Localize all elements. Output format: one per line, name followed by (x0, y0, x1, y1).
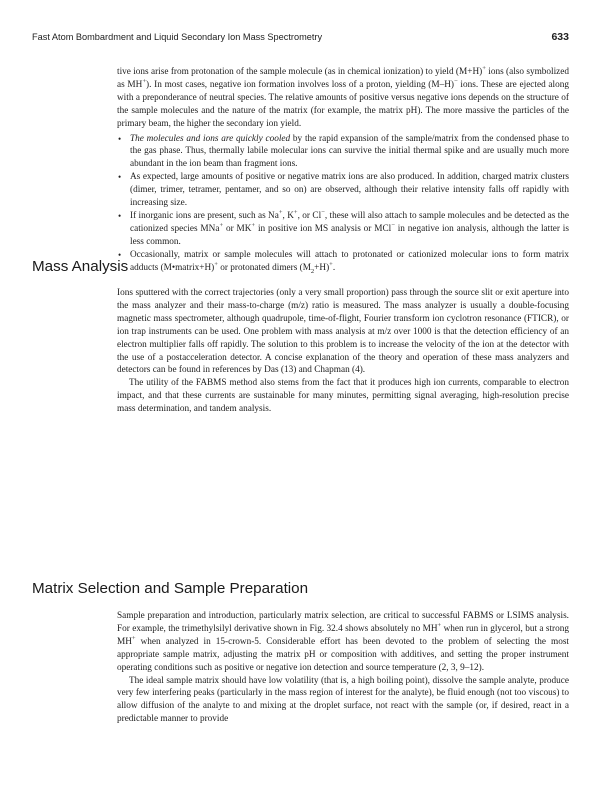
page-number: 633 (551, 31, 569, 43)
intro-paragraph: tive ions arise from protonation of the sample molecule (as in chemical ionization) to yield (M+H)+ ions (also symbolized as MH+). In most cases, negative ion formation involves loss of a proton, yielding (M–H)− ions. These are ejected along with a preponderance of neutral species. The relative amounts of positive versus negative ions depends on the structure of the sample molecules and the nature of the matrix (for example, the matrix pH). The more massive the particles of the primary beam, the higher the secondary ion yield. (117, 64, 569, 129)
list-item: • If inorganic ions are present, such as Na+, K+, or Cl−, these will also attach to sample molecules and be detected as the cationized species MNa+ or MK+ in positive ion MS analysis or MCl− in negative ion analysis, although the latter is less common. (118, 208, 570, 247)
mass-analysis-block (117, 287, 569, 416)
bullet-icon: • (118, 249, 122, 260)
bullet-icon: • (118, 133, 122, 144)
section-heading-matrix-selection: Matrix Selection and Sample Preparation (32, 580, 309, 597)
bullet-icon: • (118, 172, 122, 183)
running-title: Fast Atom Bombardment and Liquid Secondary Ion Mass Spectrometry (32, 32, 323, 42)
intro-block (117, 66, 569, 275)
mass-analysis-paragraph-2: The utility of the FABMS method also stems from the fact that it produces high ion currents, comparable to electron impact, and that these currents are sustainable for many minutes, permitting signal averaging, high-resolution precise mass determination, and tandem analysis. (117, 378, 569, 415)
section-heading-mass-analysis: Mass Analysis (32, 258, 129, 275)
bullet-icon: • (118, 210, 122, 221)
matrix-selection-paragraph-2: The ideal sample matrix should have low volatility (that is, a high boiling point), dissolve the sample analyte, produce very few interfering peaks (particularly in the mass region of interest for the analyte), be fluid enough (not too viscous) to allow diffusion of the analyte to and mixing at the droplet surface, not react with the sample (or, if desired, react in a predictable manner to provide (117, 675, 569, 725)
mass-analysis-paragraph-1: Ions sputtered with the correct trajectories (only a very small proportion) pass through the source slit or exit aperture into the mass analyzer and their mass-to-charge (m/z) ratio is measured. The mass analyzer is usually a double-focusing magnetic mass spectrometer, although quadrupole, time-of-flight, Fourier transform ion cyclotron resonance (FTICR), or ion trap instruments can be used. One problem with mass analysis at m/z over 1000 is that the detection efficiency of an electron multiplier falls off rapidly. The solution to this problem is to increase the velocity of the ion at the detector with the use of a postacceleration detector. A concise explanation of the theory and operation of these mass analyzers and detectors can be found in references by Das (13) and Chapman (4). (117, 288, 569, 376)
list-item: • Occasionally, matrix or sample molecules will attach to protonated or cationized molecular ions to form matrix adducts (M•matrix+H)+ or protonated dimers $(M_2+H)^+$. (118, 249, 569, 275)
running-head (32, 32, 569, 48)
matrix-selection-block (117, 610, 569, 726)
matrix-selection-paragraph-1: Sample preparation and introduction, particularly matrix selection, are critical to successful FABMS or LSIMS analysis. For example, the trimethylsilyl derivative shown in Fig. 32.4 shows absolutely no MH+ when run in glycerol, but a strong MH+ when analyzed in 15-crown-5. Considerable effort has been devoted to the problem of selecting the most appropriate sample matrix, adjusting the matrix pH or composition with additives, and setting the proper instrument operating conditions such as positive or negative ion detection and source temperature (2, 3, 9–12). (117, 611, 570, 673)
list-item: • As expected, large amounts of positive or negative matrix ions are also produced. In addition, charged matrix clusters (dimer, trimer, tetramer, pentamer, and so on) are observed, although their relative intensity falls off rapidly with increasing size. (118, 172, 569, 209)
bullet-list (117, 133, 569, 275)
list-item: • The molecules and ions are quickly cooled by the rapid expansion of the sample/matrix from the condensed phase to the gas phase. Thus, thermally labile molecular ions can survive the initial thermal spike and are usually much more abundant in the ion beam than fragment ions. (118, 133, 569, 170)
